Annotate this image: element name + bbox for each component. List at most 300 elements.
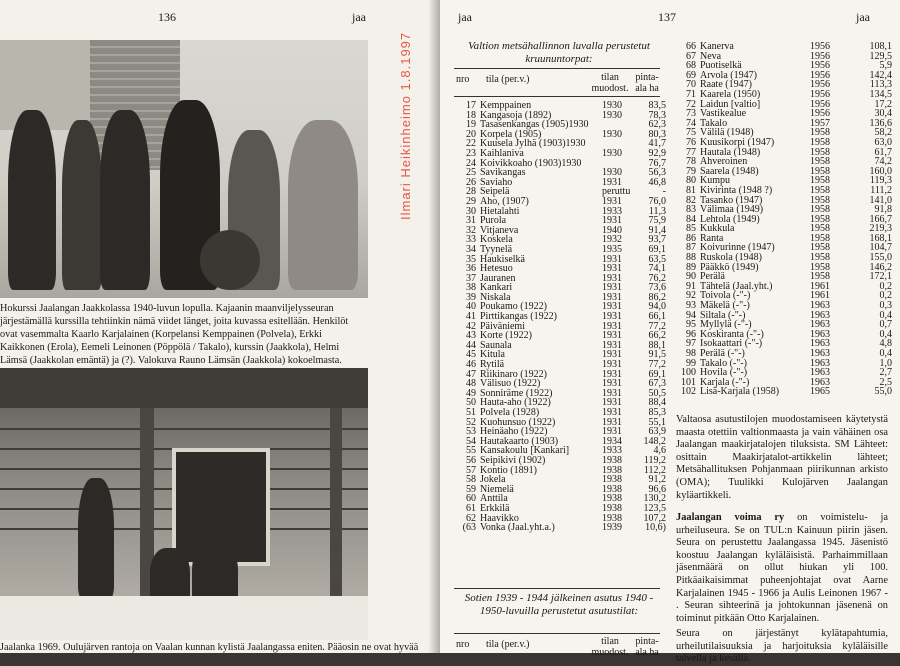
table1-cell-year: 1930 — [602, 147, 622, 159]
table3-cell-nr: 102 — [681, 386, 696, 398]
table1-cell-area: 56,3 — [648, 167, 666, 179]
table1-title: Valtion metsähallinnon luvalla perustetut kruununtorpat: — [468, 40, 650, 65]
table1-cell-name: Hietalahti — [480, 205, 520, 217]
table1-cell-name: Heinäaho (1922) — [480, 426, 548, 438]
table3-cell-nr: 100 — [681, 367, 696, 379]
table1-cell-year: 1930 — [602, 100, 622, 111]
table3-cell-name: Takalo (-"-) — [700, 357, 747, 369]
table3-cell-name: Kivirinta (1948 ?) — [700, 184, 773, 196]
table3-cell-nr: 91 — [686, 280, 696, 292]
table1-cell-nr: 28 — [466, 186, 476, 198]
table3-cell-area: 0,4 — [879, 348, 892, 359]
table1-cell-name: Vonka (Jaal.yht.a.) — [480, 522, 555, 534]
table3-cell-nr: 69 — [686, 69, 696, 81]
table1-cell-year: 1931 — [602, 320, 622, 332]
table1-cell-year: 1931 — [602, 387, 622, 399]
table3-cell-name: Pääkkö (1949) — [700, 261, 759, 273]
table3-cell-nr: 85 — [686, 223, 696, 235]
table1-cell-name: Jokela — [480, 474, 506, 486]
table3-cell-area: 61,7 — [874, 146, 892, 158]
table3-cell-name: Saarela (1948) — [700, 165, 759, 177]
table1-cell-name: Kankari — [480, 282, 513, 294]
table3-cell-nr: 90 — [686, 271, 696, 283]
table3-cell-nr: 81 — [686, 184, 696, 196]
table1-cell-area: 76,2 — [648, 272, 666, 284]
table1-cell-year: 1938 — [602, 493, 622, 505]
table1-header-year: tilan muodost. — [591, 72, 629, 94]
table3-cell-name: Kuusikorpi (1947) — [700, 136, 775, 148]
table3-cell-area: 172,1 — [869, 271, 892, 283]
table1-cell-year: 1931 — [602, 272, 622, 284]
house-photo-1969 — [0, 368, 368, 640]
table1-cell-name: Polvela (1928) — [480, 407, 540, 418]
table1-cell-area: 41,7 — [648, 138, 666, 150]
table3-cell-area: 104,7 — [869, 242, 892, 254]
table1-cell-nr: 53 — [466, 426, 476, 438]
table1-cell-nr: 46 — [466, 359, 476, 371]
table1-cell-name: Anttila — [480, 493, 508, 505]
table3-cell-year: 1958 — [810, 194, 830, 206]
table1-cell-year: 1931 — [602, 282, 622, 294]
table3-cell-area: 91,8 — [874, 204, 892, 216]
table3-cell-name: Hautala (1948) — [700, 146, 761, 158]
table3-cell-nr: 89 — [686, 261, 696, 273]
table1-cell-area: 80,3 — [648, 128, 666, 140]
table1-cell-year: 1931 — [602, 263, 622, 275]
table1-header-area: pinta-ala ha — [635, 72, 659, 94]
photo-caption-2: Jaalanka 1969. Oulujärven rantoja on Vaalan kunnan kylistä Jaalangassa eniten. Pääosin ne ovat hyvää — [0, 642, 419, 653]
table3-cell-name: Isokaattari (-"-) — [700, 338, 763, 350]
table3-cell-name: Lisä-Karjala (1958) — [700, 386, 780, 398]
table1-cell-nr: 25 — [466, 167, 476, 179]
table1-cell-area: 92,9 — [648, 147, 666, 159]
table3-cell-area: 63,0 — [874, 136, 892, 148]
table1-cell-name: Välisuo (1922) — [480, 378, 541, 390]
table3-cell-area: 2,5 — [879, 376, 892, 388]
table3-cell-year: 1956 — [810, 41, 830, 52]
voima-ry-text: on voimistelu- ja urheiluseura. Se on TUL:n Kainuun piirin jäsen. Seura on perustettu Jaalangassa 1945. Jäsenistö koostuu Jaalangan kyläläisistä. Parhaimmillaan jäsenmäärä on ollut hiukan yli 100. Pitkäaikaisimmat puheenjohtajat ovat Aarne Karjalainen 1945 - 1966 ja Aulis Leinonen 1967 - . Seuran sihteerinä ja johtokunnan jäsenenä on toiminut pitkään Otto Karjalainen. — [676, 512, 889, 624]
table1-cell-nr: 45 — [466, 349, 476, 361]
table3-cell-nr: 93 — [686, 300, 696, 312]
table1-cell-area: 123,5 — [643, 502, 666, 514]
table1-cell-name: Kemppainen — [480, 100, 532, 111]
table1-cell-year: 1932 — [602, 234, 622, 246]
table1-cell-nr: 22 — [466, 138, 476, 150]
table1-cell-area: 88,4 — [648, 397, 666, 409]
running-head-right-left: jaa — [458, 10, 472, 24]
table1-cell-area: 130,2 — [643, 493, 666, 505]
table1-cell-year: 1935 — [602, 243, 622, 255]
table3-cell-area: 5,9 — [879, 60, 892, 72]
table3-cell-name: Tasanko (1947) — [700, 194, 763, 206]
table3-cell-nr: 80 — [686, 175, 696, 187]
table1-cell-nr: 61 — [466, 502, 476, 514]
table1-cell-area: 75,9 — [648, 215, 666, 227]
table1-cell-name: Haavikko — [480, 512, 519, 524]
table1-cell-year: 1938 — [602, 502, 622, 514]
table1-header-name: tila (per.v.) — [486, 74, 530, 85]
table3-cell-year: 1958 — [810, 232, 830, 244]
table1-cell-area: 62,3 — [648, 119, 666, 131]
table1-cell-nr: 18 — [466, 109, 476, 121]
table1-cell-nr: 19 — [466, 119, 476, 131]
table3-cell-year: 1957 — [810, 117, 830, 129]
table3-cell-name: Kanerva — [700, 41, 734, 52]
table3-cell-area: 1,0 — [879, 357, 892, 369]
table3-cell-name: Arvola (1947) — [700, 69, 757, 81]
table3-cell-name: Myllylä (-"-) — [700, 319, 752, 331]
table1-cell-nr: 30 — [466, 205, 476, 217]
table1-cell-year: 1940 — [602, 224, 622, 236]
table1-cell-year: 1930 — [602, 167, 622, 179]
table1-cell-nr: 57 — [466, 464, 476, 476]
table3-cell-name: Perälä (-"-) — [700, 348, 745, 359]
table3-cell-area: 30,4 — [874, 108, 892, 120]
table3-cell-year: 1958 — [810, 136, 830, 148]
table3-cell-area: 166,7 — [869, 213, 892, 225]
table2-title: Sotien 1939 - 1944 jälkeinen asutus 1940 - 1950-luvuilla perustetut asutustilat: — [464, 592, 654, 617]
table3-cell-area: 0,7 — [879, 319, 892, 331]
table3-cell-year: 1965 — [810, 386, 830, 398]
table3-cell-area: 129,5 — [869, 50, 892, 62]
table1-cell-year: 1931 — [602, 339, 622, 351]
table3-cell-nr: 101 — [681, 376, 696, 388]
table3-cell-name: Toivola (-"-) — [700, 290, 751, 302]
table1-cell-name: Hautakaarto (1903) — [480, 435, 559, 447]
table1-cell-nr: 44 — [466, 339, 476, 351]
table3-cell-year: 1958 — [810, 127, 830, 139]
table1-cell-nr: 17 — [466, 100, 476, 111]
table3-cell-area: 155,0 — [869, 252, 892, 264]
table1-cell-nr: 39 — [466, 291, 476, 303]
table3-cell-area: 0,2 — [879, 290, 892, 302]
paragraph-seura: Seura on järjestänyt kylätapahtumia, urheilutilaisuuksia ja harjoituksia kyläläisille talvella ja kesällä. — [676, 628, 888, 665]
table1-cell-nr: 58 — [466, 474, 476, 486]
table1-cell-year: 1931 — [602, 253, 622, 265]
table1-cell-area: 66,2 — [648, 330, 666, 342]
table1-cell-name: Saviaho — [480, 176, 513, 188]
table1-cell-year: 1931 — [602, 330, 622, 342]
table3-cell-nr: 78 — [686, 156, 696, 168]
table1-cell-area: 96,6 — [648, 483, 666, 495]
table3-cell-nr: 88 — [686, 252, 696, 264]
red-stamp-watermark: Ilmari Heikinheimo 1.8.1997 — [398, 31, 413, 220]
table1-cell-name: Riikinaro (1922) — [480, 368, 547, 380]
table3-cell-year: 1958 — [810, 242, 830, 254]
table1-cell-name: Päiväniemi — [480, 320, 525, 332]
table3-cell-nr: 79 — [686, 165, 696, 177]
table1-cell-name: Hauta-aho (1922) — [480, 397, 551, 409]
table3-cell-year: 1963 — [810, 328, 830, 340]
table3-cell-nr: 82 — [686, 194, 696, 206]
table1-cell-year: 1931 — [602, 311, 622, 323]
table1-cell-area: 63,5 — [648, 253, 666, 265]
table1-cell-name: Hetesuo — [480, 263, 513, 275]
table1-cell-year: peruttu — [602, 186, 631, 198]
table3-cell-year: 1961 — [810, 280, 830, 292]
table3-cell-name: Mäkelä (-"-) — [700, 300, 750, 312]
table3-cell-area: 55,0 — [874, 386, 892, 398]
table3-cell-name: Puotiselkä — [700, 60, 742, 72]
table3-cell-name: Tähtelä (Jaal.yht.) — [700, 280, 773, 292]
table1-cell-area: 77,2 — [648, 320, 666, 332]
table1-cell-name: Koskela — [480, 234, 513, 246]
table1-cell-area: 50,5 — [648, 387, 666, 399]
table1-cell-nr: 29 — [466, 195, 476, 207]
table3-cell-nr: 95 — [686, 319, 696, 331]
table1-cell-year: 1931 — [602, 359, 622, 371]
table3-cell-name: Välilä (1948) — [700, 127, 754, 139]
table1-cell-name: Koivikkoaho (1903)1930 — [480, 157, 582, 169]
table1-cell-year: 1931 — [602, 195, 622, 207]
table3-cell-area: 17,2 — [874, 98, 892, 110]
table1-cell-name: Kangasoja (1892) — [480, 109, 552, 121]
table1-cell-year: 1931 — [602, 349, 622, 361]
table1-cell-year: 1931 — [602, 368, 622, 380]
table3-cell-area: 74,2 — [874, 156, 892, 168]
table3-cell-nr: 83 — [686, 204, 696, 216]
table3-cell-area: 111,2 — [870, 184, 892, 196]
table1-cell-area: 86,2 — [648, 291, 666, 303]
table1-cell-year: 1930 — [602, 109, 622, 121]
table3-cell-year: 1958 — [810, 184, 830, 196]
table1-cell-nr: 47 — [466, 368, 476, 380]
table3-cell-year: 1963 — [810, 357, 830, 369]
table1-cell-nr: 56 — [466, 454, 476, 466]
table1-cell-year: 1934 — [602, 435, 622, 447]
table1-cell-name: Niskala — [480, 291, 511, 303]
table3-cell-year: 1963 — [810, 300, 830, 312]
table3-cell-name: Ranta — [700, 232, 724, 244]
table3-cell-year: 1958 — [810, 271, 830, 283]
table1-cell-name: Purola — [480, 215, 507, 227]
table3-cell-nr: 86 — [686, 232, 696, 244]
table1-cell-area: 76,7 — [648, 157, 666, 169]
table1-cell-nr: 35 — [466, 253, 476, 265]
table1-cell-nr: 40 — [466, 301, 476, 313]
table3-cell-year: 1956 — [810, 98, 830, 110]
table2-header-area: pinta-ala ha — [635, 636, 659, 658]
running-head-right-right: jaa — [856, 10, 870, 24]
table1-kruununtorpat — [454, 101, 666, 533]
table3-cell-name: Hovila (-"-) — [700, 367, 748, 379]
table3-cell-name: Välimaa (1949) — [700, 204, 764, 216]
table3-cell-area: 2,7 — [879, 367, 892, 379]
table1-cell-area: 119,2 — [643, 454, 666, 466]
table1-cell-area: 112,2 — [643, 464, 666, 476]
table3-cell-nr: 92 — [686, 290, 696, 302]
table1-cell-name: Jauranen — [480, 272, 516, 284]
table1-cell-name: Seipelä — [480, 186, 510, 198]
table3-cell-name: Kumpu — [700, 175, 730, 187]
table1-cell-nr: 36 — [466, 263, 476, 275]
table3-cell-name: Ruskola (1948) — [700, 252, 762, 264]
table3-cell-area: 4,8 — [879, 338, 892, 350]
table1-cell-nr: 24 — [466, 157, 476, 169]
table1-cell-year: 1930 — [602, 128, 622, 140]
table1-cell-nr: 51 — [466, 407, 476, 418]
table1-cell-nr: 50 — [466, 397, 476, 409]
table3-cell-nr: 67 — [686, 50, 696, 62]
table1-cell-name: Korpela (1905) — [480, 128, 542, 140]
table3-cell-name: Perälä — [700, 271, 725, 283]
table1-cell-name: Pirttikangas (1922) — [480, 311, 557, 323]
table1-cell-nr: 55 — [466, 445, 476, 457]
table1-cell-nr: 49 — [466, 387, 476, 399]
table3-cell-nr: 77 — [686, 146, 696, 158]
table1-cell-area: 148,2 — [643, 435, 666, 447]
table1-cell-name: Niemelä — [480, 483, 514, 495]
table3-cell-area: 142,4 — [869, 69, 892, 81]
table1-cell-name: Poukamo (1922) — [480, 301, 547, 313]
table3-cell-nr: 75 — [686, 127, 696, 139]
table1-cell-area: 83,5 — [648, 100, 666, 111]
table1-cell-nr: 33 — [466, 234, 476, 246]
table1-cell-area: 77,2 — [648, 359, 666, 371]
table3-cell-year: 1956 — [810, 79, 830, 91]
table3-cell-year: 1956 — [810, 50, 830, 62]
table3-cell-area: 168,1 — [869, 232, 892, 244]
table3-cell-year: 1956 — [810, 88, 830, 100]
table1-cell-area: 107,2 — [643, 512, 666, 524]
right-page — [440, 0, 900, 665]
table3-cell-year: 1956 — [810, 108, 830, 120]
table1-cell-name: Erkkilä — [480, 502, 510, 514]
table3-cell-area: 119,3 — [869, 175, 892, 187]
table1-cell-nr: (63 — [462, 522, 476, 534]
group-photo-course — [0, 40, 368, 298]
table1-cell-year: 1931 — [602, 397, 622, 409]
table1-cell-name: Kaihlaniva — [480, 147, 524, 159]
table1-cell-area: 69,1 — [648, 368, 666, 380]
table3-cell-name: Kaarela (1950) — [700, 88, 761, 100]
table3-cell-area: 58,2 — [874, 127, 892, 139]
table1-cell-year: 1933 — [602, 445, 622, 457]
table1-cell-area: 94,0 — [648, 301, 666, 313]
table3-cell-year: 1958 — [810, 204, 830, 216]
table3-cell-name: Raate (1947) — [700, 79, 752, 91]
table1-cell-nr: 59 — [466, 483, 476, 495]
table1-cell-name: Rytilä — [480, 359, 505, 371]
paragraph-asutustilat: Valtaosa asutustilojen muodostamiseen käytetystä maasta otettiin valtionmaasta ja vain vähäinen osa Jaalangan maakirjatalojen tiluksista. SM Lähteet: osittain Maakirjatalot-artikkelin lähteet; Metsähallituksen Pohjanmaan piirikunnan arkisto (OMA); Tuulikki Kulojärven Jaalangan kyläartikkeli. — [676, 414, 888, 501]
table3-cell-area: 0,4 — [879, 309, 892, 321]
table3-cell-year: 1963 — [810, 319, 830, 331]
table1-cell-area: 76,0 — [648, 195, 666, 207]
table1-cell-area: 55,1 — [648, 416, 666, 428]
table1-cell-year: 1938 — [602, 454, 622, 466]
table3-cell-name: Siltala (-"-) — [700, 309, 746, 321]
table1-cell-nr: 34 — [466, 243, 476, 255]
page-number-right: 137 — [658, 10, 676, 24]
table2-header-name: tila (per.v.) — [486, 639, 530, 650]
table3-row — [672, 387, 892, 397]
table1-cell-year: 1938 — [602, 512, 622, 524]
table3-cell-area: 134,5 — [869, 88, 892, 100]
table1-cell-nr: 60 — [466, 493, 476, 505]
table3-cell-area: 160,0 — [869, 165, 892, 177]
table1-header-nr: nro — [456, 74, 470, 85]
table1-cell-nr: 37 — [466, 272, 476, 284]
table3-cell-nr: 66 — [686, 41, 696, 52]
table1-cell-area: 91,4 — [648, 224, 666, 236]
table1-cell-area: 4,6 — [653, 445, 666, 457]
table3-cell-nr: 71 — [686, 88, 696, 100]
table2-header-year: tilan muodost. — [591, 636, 629, 658]
table1-cell-year: 1938 — [602, 464, 622, 476]
table1-cell-name: Kansakoulu [Kankari] — [480, 445, 570, 457]
voima-ry-heading: Jaalangan voima ry — [676, 512, 785, 523]
table3-cell-name: Laidun [valtio] — [700, 98, 761, 110]
table1-cell-name: Korte (1922) — [480, 330, 532, 342]
table3-cell-year: 1963 — [810, 348, 830, 359]
table3-cell-area: 141,0 — [869, 194, 892, 206]
table1-cell-nr: 43 — [466, 330, 476, 342]
table1-cell-area: 91,2 — [648, 474, 666, 486]
table1-cell-nr: 52 — [466, 416, 476, 428]
table1-cell-area: 73,6 — [648, 282, 666, 294]
table1-cell-name: Kuusela Jylhä (1903)1930 — [480, 138, 586, 150]
table3-cell-year: 1958 — [810, 261, 830, 273]
table1-cell-area: 78,3 — [648, 109, 666, 121]
table1-cell-year: 1931 — [602, 416, 622, 428]
table3-cell-name: Lehtola (1949) — [700, 213, 760, 225]
table3-cell-nr: 68 — [686, 60, 696, 72]
table3-cell-name: Takalo — [700, 117, 728, 129]
left-page — [0, 0, 440, 653]
table3-cell-nr: 72 — [686, 98, 696, 110]
table3-cell-nr: 76 — [686, 136, 696, 148]
table1-cell-name: Tyynelä — [480, 243, 513, 255]
table3-cell-nr: 96 — [686, 328, 696, 340]
table1-row — [454, 523, 666, 533]
table1-cell-area: 46,8 — [648, 176, 666, 188]
table3-cell-year: 1956 — [810, 69, 830, 81]
table1-cell-year: 1933 — [602, 205, 622, 217]
table1-cell-area: - — [662, 186, 666, 198]
table1-cell-year: 1938 — [602, 474, 622, 486]
table1-cell-nr: 26 — [466, 176, 476, 188]
table3-cell-nr: 97 — [686, 338, 696, 350]
table1-cell-area: 11,3 — [648, 205, 666, 217]
table3-cell-area: 136,6 — [869, 117, 892, 129]
table1-cell-area: 88,1 — [648, 339, 666, 351]
page-number-left: 136 — [158, 10, 176, 24]
table3-cell-name: Koivurinne (1947) — [700, 242, 775, 254]
table1-cell-year: 1938 — [602, 483, 622, 495]
table3-cell-name: Vastikealue — [700, 108, 747, 120]
table3-cell-year: 1963 — [810, 376, 830, 388]
table-asutustilat-continued — [672, 42, 892, 397]
table1-cell-nr: 48 — [466, 378, 476, 390]
table1-cell-area: 63,9 — [648, 426, 666, 438]
table1-cell-name: Tasasenkangas (1905)1930 — [480, 119, 589, 131]
table3-cell-name: Neva — [700, 50, 722, 62]
photo-caption-1: Hokurssi Jaalangan Jaakkolassa 1940-luvun lopulla. Kajaanin maanviljelysseuran järjestämällä kurssilla tehtiinkin nämä viidet länget, joita kuvassa esitellään. Henkilöt ovat vasemmalta Kaarlo Karjalainen (Korpelansi Kemppainen (Polvela), Erkki Kaikkonen (Erola), Eemeli Leinonen (Pöppölä / Takalo), kurssin (Jaakkola), Helmi Lämsä (Jaakkolan emäntä) ja (?). Valokuva Rauno Lämsän (Jaakkola) kokoelmasta. — [0, 303, 349, 366]
table3-cell-area: 0,3 — [879, 300, 892, 312]
table3-cell-year: 1958 — [810, 146, 830, 158]
table1-cell-area: 66,1 — [648, 311, 666, 323]
table3-cell-year: 1958 — [810, 156, 830, 168]
table3-cell-year: 1963 — [810, 367, 830, 379]
table3-cell-nr: 70 — [686, 79, 696, 91]
table3-cell-year: 1963 — [810, 338, 830, 350]
table3-cell-area: 146,2 — [869, 261, 892, 273]
table3-cell-name: Ahveroinen — [700, 156, 748, 168]
table3-cell-nr: 94 — [686, 309, 696, 321]
table3-cell-area: 0,2 — [879, 280, 892, 292]
table1-cell-name: Seipikivi (1902) — [480, 454, 546, 466]
table1-cell-year: 1939 — [602, 522, 622, 534]
